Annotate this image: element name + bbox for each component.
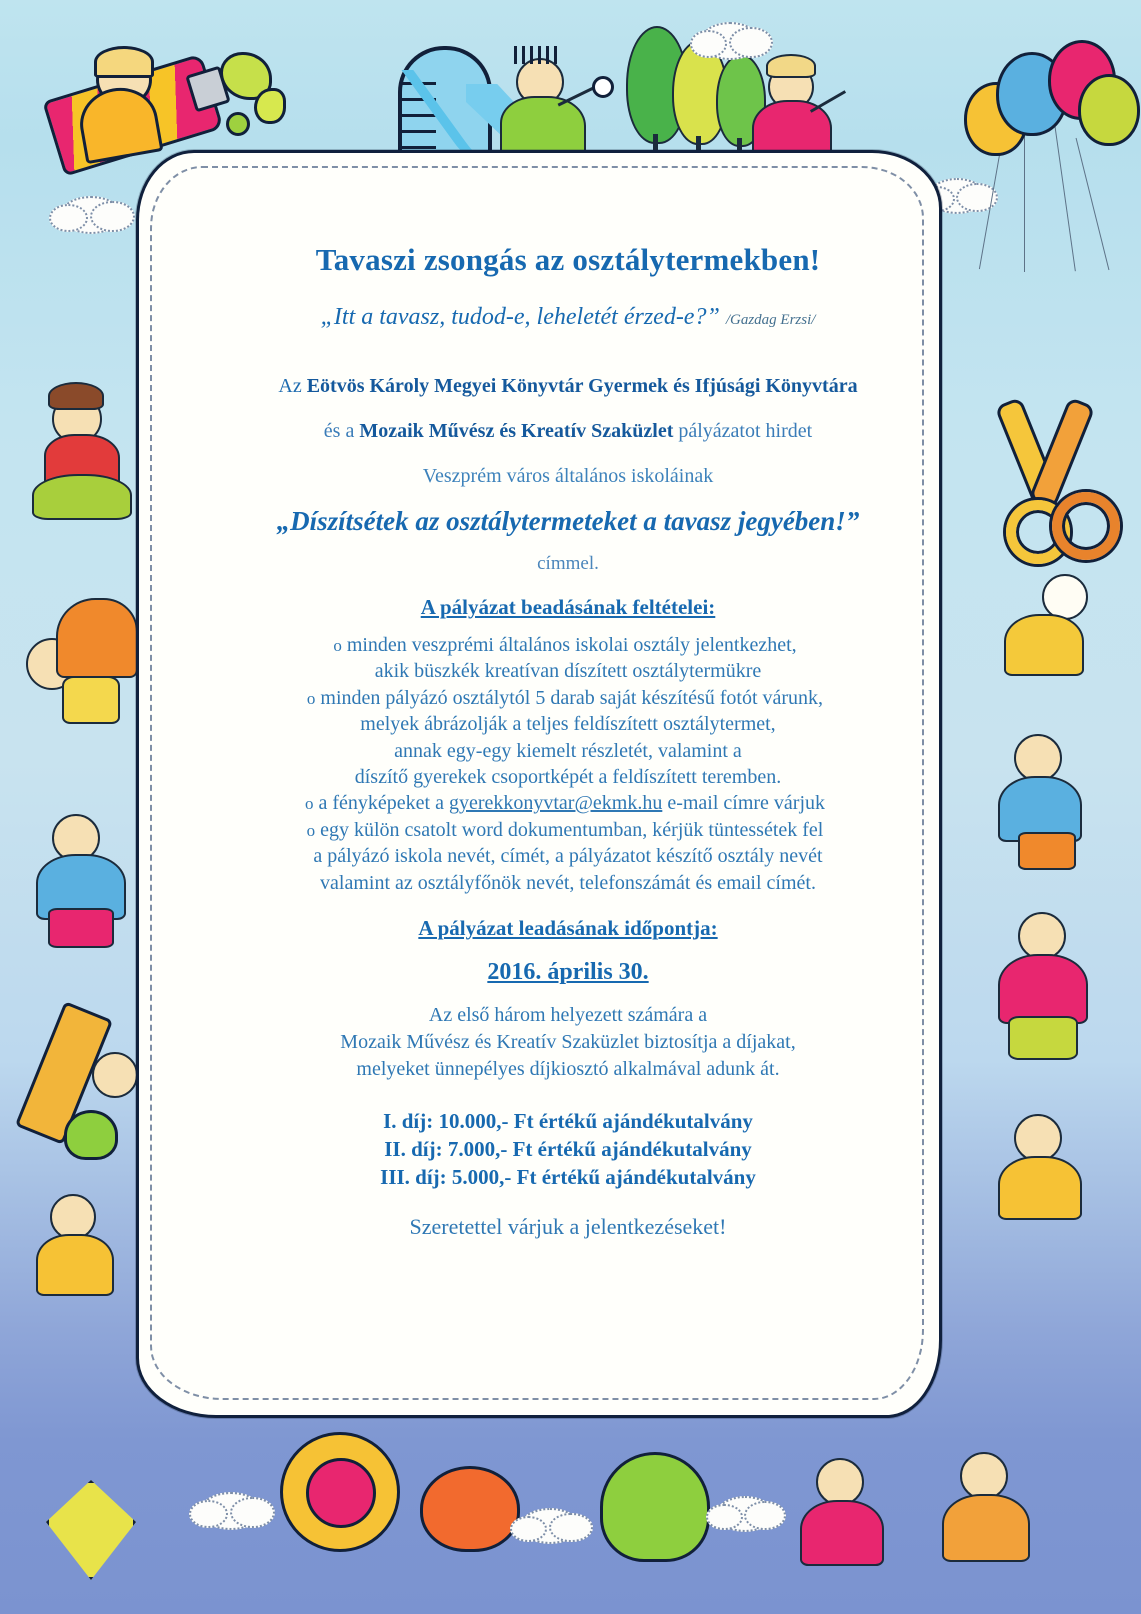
prize-list — [168, 1108, 968, 1192]
poster-content — [168, 196, 968, 1240]
conditions-heading: A pályázat beadásának feltételei: — [420, 595, 716, 619]
kite-icon — [420, 1466, 520, 1552]
organizer2-name: Mozaik Művész és Kreatív Szaküzlet — [359, 420, 674, 442]
child-figure-icon — [990, 560, 1120, 700]
email-link[interactable]: gyerekkonyvtar@ekmk.hu — [448, 792, 663, 815]
deadline-heading: A pályázat leadásának időpontja: — [418, 915, 718, 940]
target-audience: Veszprém város általános iskoláinak — [422, 465, 714, 487]
poem-author: /Gazdag Erzsi/ — [725, 312, 816, 328]
condition-text: a pályázó iskola nevét, címét, a pályázatot készítő osztály nevét — [313, 845, 823, 868]
cimmel-label: címmel. — [537, 553, 599, 574]
organizer-line-2 — [168, 420, 968, 443]
condition-text: akik büszkék kreatívan díszített osztálytermükre — [374, 660, 762, 683]
poem-quote — [168, 304, 968, 331]
organizer-line-1 — [168, 375, 968, 398]
prize-intro-line: Az első három helyezett számára a — [428, 1003, 708, 1026]
email-suffix-text: e-mail címre várjuk — [662, 792, 826, 815]
sun-icon — [280, 1432, 400, 1552]
condition-text: egy külön csatolt word dokumentumban, kérjük tüntessétek fel — [320, 818, 824, 841]
cloud-icon — [520, 1508, 580, 1544]
bullet-marker: o — [333, 636, 342, 655]
prize-intro-line: Mozaik Művész és Kreatív Szaküzlet biztosítja a díjakat, — [340, 1030, 796, 1053]
list-item — [162, 685, 968, 711]
list-item — [162, 632, 968, 658]
list-item — [162, 790, 968, 816]
prize-item-1: I. díj: 10.000,- Ft értékű ajándékutalvány — [383, 1109, 753, 1134]
organizer-prefix: Az — [278, 375, 307, 397]
deadline-date: 2016. április 30. — [487, 958, 649, 985]
email-prefix-text: a fényképeket a — [318, 792, 449, 815]
contest-theme: „Díszítsétek az osztálytermeteket a tavasz jegyében!” — [276, 506, 860, 536]
child-figure-icon — [930, 1440, 1060, 1600]
condition-text: díszítő gyerekek csoportképét a feldíszített teremben. — [354, 765, 782, 788]
bullet-marker: o — [306, 820, 316, 840]
cloud-icon — [716, 1496, 774, 1532]
child-figure-icon — [986, 1100, 1116, 1250]
poem-quote-text: „Itt a tavasz, tudod-e, leheletét érzed-e?” — [320, 304, 720, 330]
closing-message: Szeretettel várjuk a jelentkezéseket! — [409, 1214, 727, 1240]
child-figure-icon — [24, 376, 154, 526]
condition-text: minden pályázó osztálytól 5 darab saját készítésű fotót várunk, — [320, 686, 824, 709]
page-title: Tavaszi zsongás az osztálytermekben! — [315, 242, 821, 277]
child-figure-icon — [984, 900, 1124, 1070]
kite-icon — [46, 1480, 136, 1580]
condition-text: valamint az osztályfőnök nevét, telefonszámát és email címét. — [320, 871, 816, 894]
condition-text: minden veszprémi általános iskolai osztály jelentkezhet, — [346, 634, 797, 656]
child-figure-icon — [790, 1448, 910, 1598]
condition-text: melyek ábrázolják a teljes feldíszített osztálytermet, — [360, 713, 776, 736]
organizer2-suffix: pályázatot hirdet — [673, 420, 813, 442]
prize-item-2: II. díj: 7.000,- Ft értékű ajándékutalvány — [384, 1137, 752, 1162]
bullet-marker: o — [304, 794, 314, 814]
child-figure-icon — [988, 720, 1118, 870]
prize-item-3: III. díj: 5.000,- Ft értékű ajándékutalvány — [380, 1165, 756, 1190]
cloud-icon — [60, 196, 122, 234]
balloons-icon — [952, 30, 1132, 260]
organizer-name: Eötvös Károly Megyei Könyvtár Gyermek és Ifjúsági Könyvtára — [306, 375, 858, 397]
child-figure-icon — [26, 1180, 146, 1320]
condition-text: annak egy-egy kiemelt részletét, valamint a — [394, 739, 742, 762]
cloud-icon — [700, 22, 760, 60]
kite-icon — [600, 1452, 710, 1562]
conditions-list — [168, 632, 968, 896]
prize-intro-line: melyeket ünnepélyes díjkiosztó alkalmával adunk át. — [356, 1057, 780, 1080]
organizer2-prefix: és a — [323, 420, 360, 442]
scissors-icon — [978, 388, 1118, 588]
child-figure-icon — [22, 800, 152, 950]
cloud-icon — [200, 1492, 262, 1530]
child-figure-icon — [18, 580, 148, 720]
prize-intro — [168, 1002, 968, 1082]
list-item — [162, 817, 968, 843]
bullet-marker: o — [306, 688, 316, 708]
